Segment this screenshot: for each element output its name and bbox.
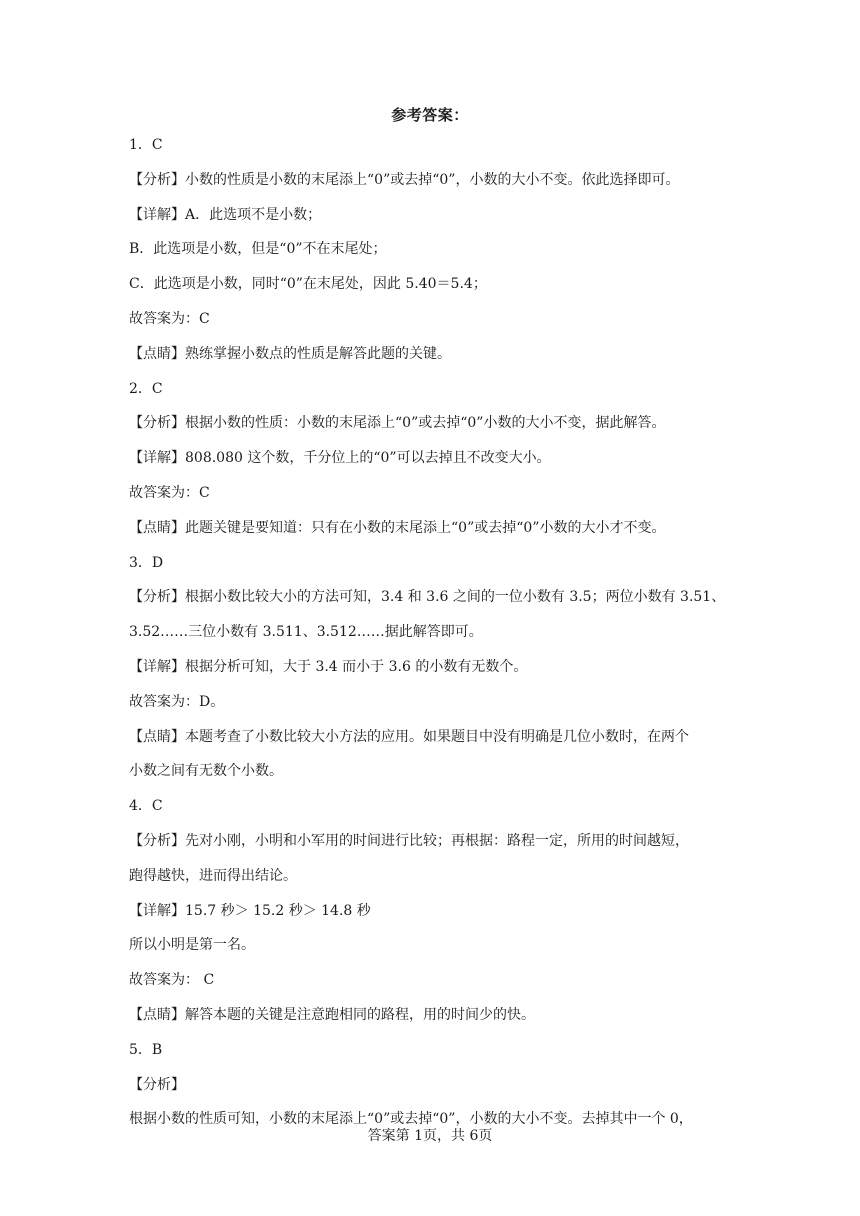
text-line: 根据小数的性质可知，小数的末尾添上“0”或去掉“0”，小数的大小不变。去掉其中一个 0， — [129, 1111, 693, 1128]
text-line: 【点睛】解答本题的关键是注意跑相同的路程，用的时间少的快。 — [129, 1006, 535, 1023]
page-title: 参考答案： — [391, 106, 469, 124]
page-footer: 答案第 1页，共 6页 — [367, 1128, 493, 1144]
text-line: 5．B — [129, 1041, 163, 1058]
text-line: 【分析】根据小数比较大小的方法可知，3.4 和 3.6 之间的一位小数有 3.5；两位小数有 3.51、 — [129, 589, 726, 606]
text-line: 【点睛】本题考查了小数比较大小方法的应用。如果题目中没有明确是几位小数时，在两个 — [129, 728, 689, 745]
text-line: 所以小明是第一名。 — [129, 937, 255, 954]
text-line: 【点睛】熟练掌握小数点的性质是解答此题的关键。 — [129, 345, 451, 362]
text-line: 【详解】A．此选项不是小数； — [129, 206, 322, 223]
text-line: 3．D — [129, 554, 164, 571]
text-line: 故答案为：D。 — [129, 693, 225, 710]
text-line: 故答案为：C — [129, 310, 210, 327]
text-line: C．此选项是小数，同时“0”在末尾处，因此 5.40＝5.4； — [129, 276, 487, 293]
text-line: 跑得越快，进而得出结论。 — [129, 867, 297, 884]
text-line: 小数之间有无数个小数。 — [129, 763, 283, 780]
text-line: 【详解】15.7 秒＞ 15.2 秒＞ 14.8 秒 — [129, 902, 371, 919]
text-line: 故答案为：C — [129, 484, 210, 501]
text-line: 【分析】 — [129, 1076, 185, 1093]
text-line: 故答案为： C — [129, 972, 215, 989]
text-line: 【详解】根据分析可知，大于 3.4 而小于 3.6 的小数有无数个。 — [129, 658, 528, 675]
text-line: B．此选项是小数，但是“0”不在末尾处； — [129, 241, 387, 258]
text-line: 【分析】根据小数的性质：小数的末尾添上“0”或去掉“0”小数的大小不变，据此解答。 — [129, 415, 666, 432]
text-line: 【分析】先对小刚，小明和小军用的时间进行比较；再根据：路程一定，所用的时间越短， — [129, 832, 689, 849]
text-line: 【详解】808.080 这个数，千分位上的“0”可以去掉且不改变大小。 — [129, 450, 551, 467]
text-line: 3.52……三位小数有 3.511、3.512……据此解答即可。 — [129, 624, 483, 641]
answer-content — [129, 136, 739, 1145]
text-line: 【点睛】此题关键是要知道：只有在小数的末尾添上“0”或去掉“0”小数的大小才不变。 — [129, 519, 666, 536]
text-line: 2．C — [129, 380, 163, 397]
text-line: 【分析】小数的性质是小数的末尾添上“0”或去掉“0”，小数的大小不变。依此选择即可。 — [129, 171, 680, 188]
text-line: 1．C — [129, 137, 163, 153]
text-line: 4．C — [129, 798, 163, 815]
